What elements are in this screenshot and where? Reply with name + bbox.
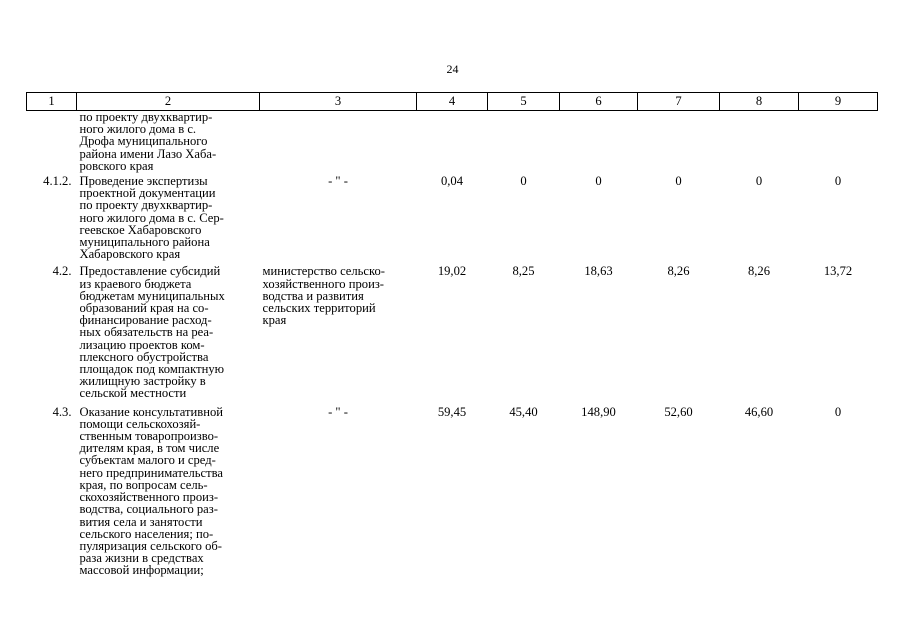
row-value-col5: 8,25	[512, 264, 535, 279]
row-value-col8: 0	[755, 174, 763, 189]
row-value-col7: 8,26	[667, 264, 690, 279]
row-value-col8: 8,26	[747, 264, 771, 279]
row-description: по проекту двухквартир- ного жилого дома в с. Дрофа муниципального района имени Лазо Хаба- ровского края	[79, 110, 217, 173]
row-value-col4: 59,45	[437, 404, 467, 419]
row-executor: министерство сельско- хозяйственного произ- водства и развития сельских территорий края	[262, 264, 385, 328]
row-value-col9	[799, 111, 878, 173]
row-value-col7	[638, 111, 720, 173]
row-value-col7: 0	[675, 174, 682, 189]
row-code	[27, 111, 77, 173]
header-cell: 9	[799, 93, 878, 111]
row-value-col7: 52,60	[664, 404, 693, 419]
header-cell: 4	[417, 93, 488, 111]
row-value-col9: 0	[834, 174, 842, 189]
header-cell: 3	[260, 93, 417, 111]
row-description: Проведение экспертизы проектной документации по проекту двухквартир- ного жилого дома в с. Сер- геевское Хабаровского муниципального района Хабаровского края	[79, 174, 224, 262]
table-row	[27, 111, 878, 173]
header-cell: 6	[560, 93, 638, 111]
row-value-col6	[560, 111, 638, 173]
column-number-header	[27, 93, 878, 111]
header-cell: 7	[638, 93, 720, 111]
table-row	[27, 400, 878, 577]
row-value-col6: 148,90	[581, 404, 616, 419]
row-value-col4: 19,02	[437, 264, 467, 279]
row-value-col8	[720, 111, 799, 173]
row-code: 4.1.2.	[43, 174, 72, 189]
header-cell: 8	[720, 93, 799, 111]
row-value-col6: 0	[595, 174, 602, 189]
header-cell: 1	[27, 93, 77, 111]
row-value-col6: 18,63	[584, 264, 613, 279]
page-number: 24	[446, 62, 459, 76]
row-executor: - " -	[328, 404, 348, 419]
row-description: Предоставление субсидий из краевого бюджета бюджетам муниципальных образований края на со- финансирование расход- ных обязательств на реа- лизацию проектов ком- плексного обустройства площадок под компактную жилищную застройку в сельской местности	[79, 264, 225, 401]
row-code: 4.3.	[52, 404, 72, 419]
row-executor: - " -	[328, 174, 348, 189]
row-code: 4.2.	[52, 264, 72, 279]
row-value-col4: 0,04	[440, 174, 464, 189]
table-row	[27, 172, 878, 260]
row-value-col5	[488, 111, 560, 173]
row-value-col9: 13,72	[823, 264, 853, 279]
row-value-col9: 0	[834, 404, 842, 419]
row-value-col5: 45,40	[509, 404, 538, 419]
row-value-col5: 0	[520, 174, 527, 189]
program-table	[26, 92, 878, 577]
table-row	[27, 260, 878, 399]
row-value-col8: 46,60	[744, 404, 774, 419]
row-description: Оказание консультативной помощи сельскохозяй- ственным товаропроизво- дителям края, в том числе субъектам малого и сред- него предпринимательства края, по вопросам сель- скохозяйственного произ- водства, социального раз- вития села и занятости сельского населения; по- пуляризация сельского об- раза жизни в средствах массовой информации;	[79, 404, 224, 578]
row-value-col4	[417, 111, 488, 173]
row-executor	[260, 111, 417, 173]
header-cell: 2	[77, 93, 260, 111]
header-cell: 5	[488, 93, 560, 111]
